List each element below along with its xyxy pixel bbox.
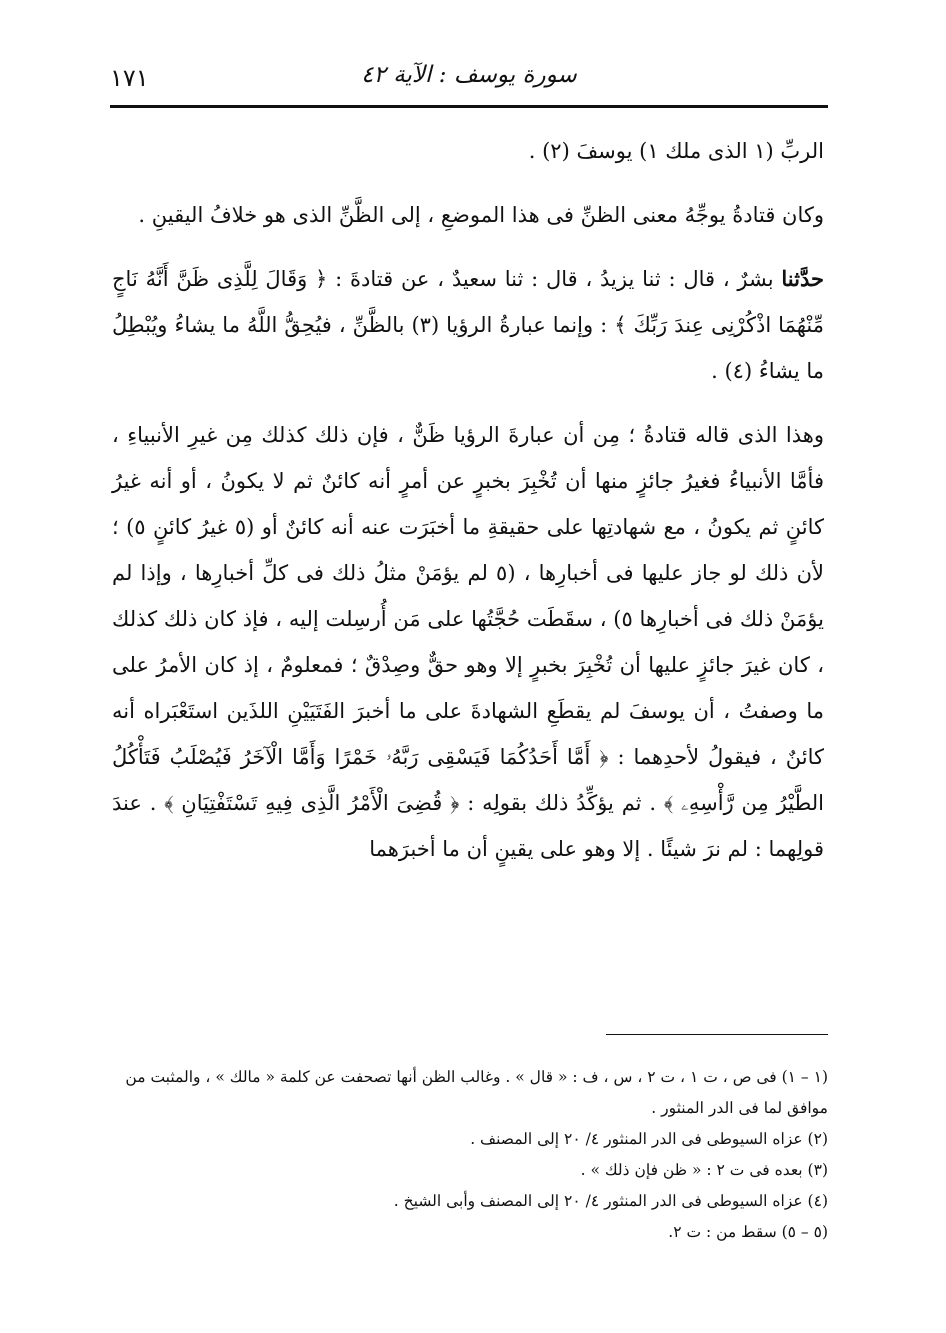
running-title: سورة يوسف : الآية ٤٢ [361, 62, 577, 88]
paragraph-3-lead: حدَّثنا [781, 266, 824, 291]
footnote-2: (٢) عزاه السيوطى فى الدر المنثور ٤/ ٢٠ إلى المصنف . [470, 1130, 828, 1148]
page-header [110, 58, 828, 102]
main-text [112, 128, 824, 890]
paragraph-4: وهذا الذى قاله قتادةُ ؛ مِن أن عبارةَ الرؤيا ظَنٌّ ، فإن ذلك كذلك مِن غيرِ الأنبياءِ ، فأمَّا الأنبياءُ فغيرُ جائزٍ منها أن تُخْبِرَ بخبرٍ عن أمرٍ أنه كائنٌ ثم لا يكونُ ، أو أنه غيرُ كائنٍ ثم يكونُ ، مع شهادتِها على حقيقةِ ما أخبَرَت عنه أنه كائنٌ أو (٥ غيرُ كائنٍ ٥) ؛ لأن ذلك لو جاز عليها فى أخبارِها ، (٥ لم يؤمَنْ مثلُ ذلك فى كلِّ أخبارِها ، وإذا لم يؤمَنْ ذلك فى أخبارِها ٥) ، سقَطَت حُجَّتُها على مَن أُرسِلت إليه ، فإذ كان ذلك كذلك ، كان غيرَ جائزٍ عليها أن تُخْبِرَ بخبرٍ إلا وهو حقٌّ وصِدْقٌ ؛ فمعلومٌ ، إذ كان الأمرُ على ما وصفتُ ، أن يوسفَ لم يقطَعِ الشهادةَ على ما أخبرَ الفَتَيَيْنِ اللذَين استَعْبَراه أنه كائنٌ ، فيقولُ لأحدِهما : ﴿ أَمَّا أَحَدُكُمَا فَيَسْقِى رَبَّهُۥ خَمْرًا وَأَمَّا الْآخَرُ فَيُصْلَبُ فَتَأْكُلُ الطَّيْرُ مِن رَّأْسِهِۦ ﴾ . ثم يؤكِّدُ ذلك بقولِه : ﴿ قُضِىَ الْأَمْرُ الَّذِى فِيهِ تَسْتَفْتِيَانِ ﴾ . عندَ قولِهما : لم نرَ شيئًا . إلا وهو على يقينٍ أن ما أخبرَهما [112, 423, 824, 861]
page-number: ١٧١ [110, 64, 149, 92]
footnote-5: (٥ – ٥) سقط من : ت ٢. [668, 1223, 828, 1241]
paragraph-3-text: بشرٌ ، قال : ثنا يزيدُ ، قال : ثنا سعيدٌ ، عن قتادةَ : ﴿ وَقَالَ لِلَّذِى ظَنَّ أَنَّهُ نَاجٍ مِّنْهُمَا اذْكُرْنِى عِندَ رَبِّكَ ﴾ : وإنما عبارةُ الرؤيا (٣) بالظَّنِّ ، فيُحِقُّ اللَّهُ ما يشاءُ ويُبْطِلُ ما يشاءُ (٤) . [112, 267, 824, 383]
footnote-rule [606, 1034, 828, 1035]
header-rule [110, 105, 828, 108]
paragraph-2: وكان قتادةُ يوجِّهُ معنى الظنِّ فى هذا الموضعِ ، إلى الظَّنِّ الذى هو خلافُ اليقينِ . [138, 203, 824, 227]
footnotes [112, 1062, 828, 1248]
paragraph-1: الربِّ (١ الذى ملك ١) يوسفَ (٢) . [528, 139, 824, 163]
footnote-4: (٤) عزاه السيوطى فى الدر المنثور ٤/ ٢٠ إلى المصنف وأبى الشيخ . [393, 1192, 828, 1210]
paragraph-3 [112, 256, 824, 394]
footnote-3: (٣) بعده فى ت ٢ : « ظن فإن ذلك » . [580, 1161, 828, 1179]
footnote-1: (١ – ١) فى ص ، ت ١ ، ت ٢ ، س ، ف : « قال » . وغالب الظن أنها تصحفت عن كلمة « مالك » ، والمثبت من موافق لما فى الدر المنثور . [125, 1068, 828, 1117]
